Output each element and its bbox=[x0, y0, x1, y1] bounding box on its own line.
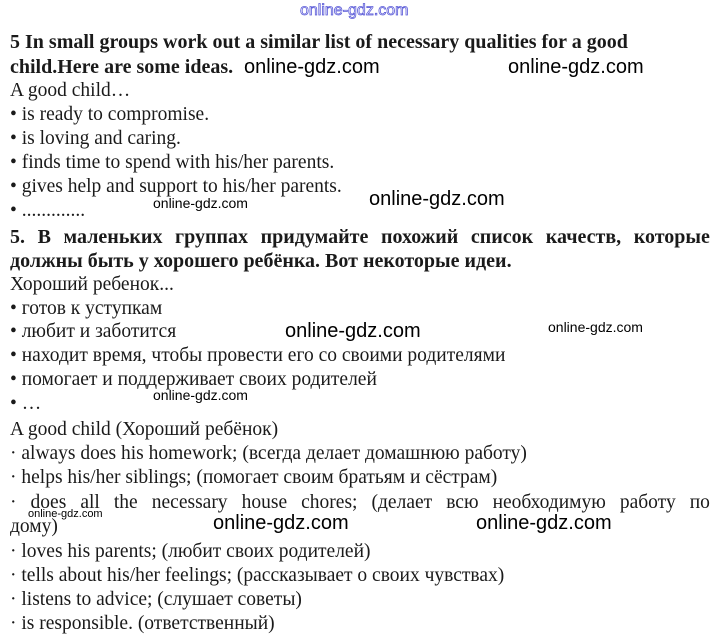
russian-item: • готов к уступкам bbox=[10, 298, 163, 319]
heading-word: придумайте bbox=[260, 226, 369, 248]
english-intro: A good child… bbox=[10, 80, 131, 101]
russian-item: • … bbox=[10, 393, 42, 414]
watermark: online-gdz.com bbox=[508, 56, 644, 78]
answer-word: всю bbox=[446, 492, 479, 513]
answer-word: необходимую bbox=[492, 492, 606, 513]
answer-line: · listens to advice; (слушает советы) bbox=[10, 589, 302, 610]
watermark: online-gdz.com bbox=[153, 195, 248, 211]
english-item: • gives help and support to his/her parents. bbox=[10, 176, 342, 197]
english-heading-line2: child.Here are some ideas. bbox=[10, 56, 234, 78]
heading-word: группах bbox=[175, 226, 249, 248]
watermark: online-gdz.com bbox=[476, 512, 612, 534]
answer-word: all bbox=[80, 492, 100, 513]
watermark-top: online-gdz.com bbox=[300, 2, 409, 19]
answer-line: · always does his homework; (всегда делает домашнюю работу) bbox=[10, 443, 527, 464]
watermark: online-gdz.com bbox=[213, 512, 349, 534]
english-item: • is loving and caring. bbox=[10, 128, 181, 149]
watermark: online-gdz.com bbox=[153, 387, 248, 403]
answer-word: · bbox=[10, 492, 17, 513]
answer-line: · helps his/her siblings; (помогает своим братьям и сёстрам) bbox=[10, 467, 498, 488]
english-item: • finds time to spend with his/her parents. bbox=[10, 152, 335, 173]
answer-word: necessary bbox=[151, 492, 228, 513]
answer-line: · tells about his/her feelings; (рассказывает о своих чувствах) bbox=[10, 565, 505, 586]
english-item: • is ready to compromise. bbox=[10, 104, 210, 125]
answer-line: · is responsible. (ответственный) bbox=[10, 613, 275, 634]
answer-line: · loves his parents; (любит своих родителей) bbox=[10, 541, 371, 562]
watermark: online-gdz.com bbox=[244, 56, 380, 78]
russian-heading-line1 bbox=[10, 225, 710, 249]
watermark: online-gdz.com bbox=[285, 320, 421, 342]
heading-word: 5. bbox=[10, 226, 25, 248]
heading-word: которые bbox=[633, 226, 710, 248]
heading-word: похожий bbox=[380, 226, 459, 248]
russian-item: • помогает и поддерживает своих родителей bbox=[10, 369, 377, 390]
heading-word: В bbox=[37, 226, 51, 248]
answer-word: по bbox=[689, 492, 710, 513]
russian-item: • находит время, чтобы провести его со своими родителями bbox=[10, 345, 506, 366]
watermark: online-gdz.com bbox=[548, 319, 643, 335]
answer-line: дому) bbox=[10, 516, 58, 537]
russian-item: • любит и заботится bbox=[10, 321, 177, 342]
answer-title: A good child (Хороший ребёнок) bbox=[10, 419, 279, 440]
heading-word: список bbox=[470, 226, 534, 248]
answer-word: (делает bbox=[371, 492, 433, 513]
watermark: online-gdz.com bbox=[28, 508, 103, 520]
russian-intro: Хороший ребенок... bbox=[10, 274, 174, 295]
english-item: • ............. bbox=[10, 200, 86, 221]
answer-word: the bbox=[113, 492, 138, 513]
answer-word: does bbox=[30, 492, 67, 513]
watermark: online-gdz.com bbox=[369, 188, 505, 210]
answer-word: house bbox=[241, 492, 288, 513]
russian-heading-line2: должны быть у хорошего ребёнка. Вот некоторые идеи. bbox=[10, 250, 512, 272]
english-heading-line1: 5 In small groups work out a similar list of necessary qualities for a good bbox=[10, 31, 628, 53]
heading-word: качеств, bbox=[545, 226, 622, 248]
answer-word: chores; bbox=[301, 492, 358, 513]
answer-word: работу bbox=[619, 492, 676, 513]
heading-word: маленьких bbox=[63, 226, 163, 248]
